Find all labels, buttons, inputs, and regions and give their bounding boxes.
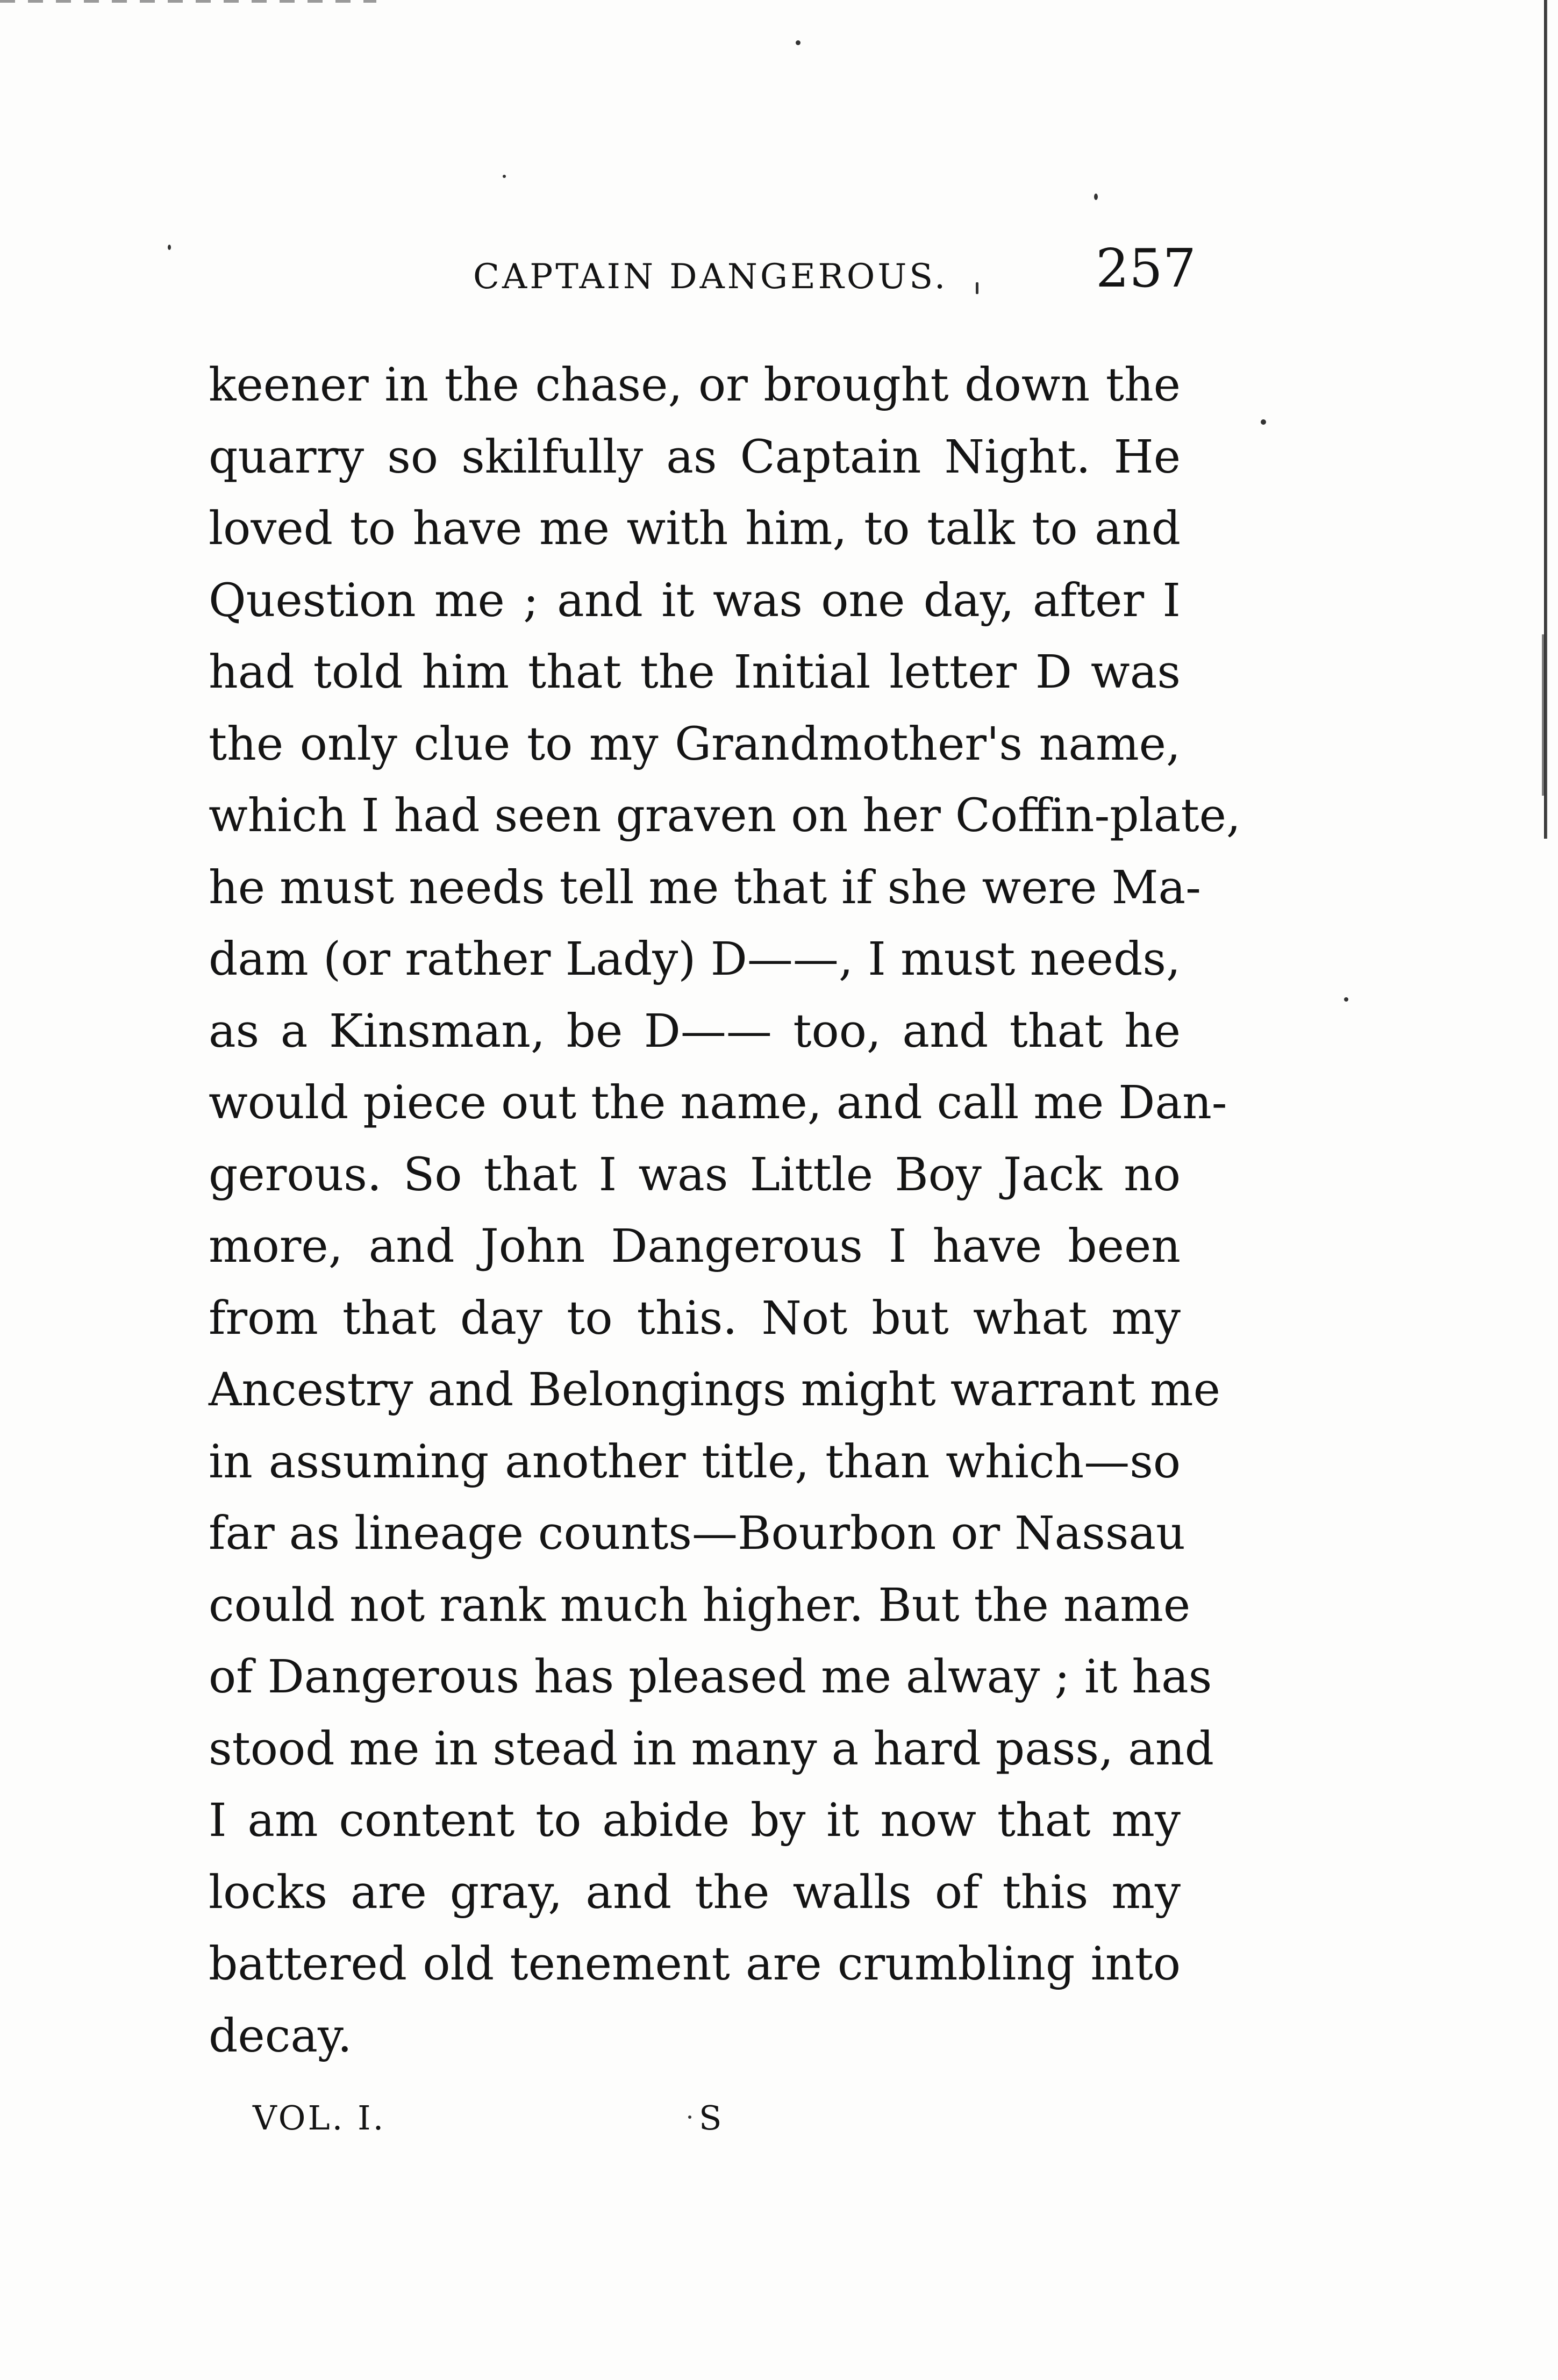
text-line: battered old tenement are crumbling into	[209, 1938, 1181, 1991]
text-line: would piece out the name, and call me Dan-	[209, 1076, 1227, 1130]
text-line: far as lineage counts—Bourbon or Nassau	[209, 1507, 1185, 1560]
text-line: loved to have me with him, to talk to and	[209, 502, 1181, 555]
text-line: Ancestry and Belongings might warrant me	[209, 1363, 1220, 1417]
scan-speck	[1344, 997, 1348, 1002]
scan-speck	[503, 175, 506, 178]
text-line: keener in the chase, or brought down the	[209, 359, 1181, 412]
text-line: dam (or rather Lady) D——, I must needs,	[209, 933, 1181, 986]
text-line: stood me in stead in many a hard pass, and	[209, 1722, 1214, 1776]
text-line: of Dangerous has pleased me alway ; it has	[209, 1650, 1212, 1704]
body-text	[209, 349, 1241, 2072]
text-line: which I had seen graven on her Coffin-plate,	[209, 789, 1241, 842]
text-line: more, and John Dangerous I have been	[209, 1220, 1181, 1273]
text-line: could not rank much higher. But the name	[209, 1578, 1191, 1632]
text-line: had told him that the Initial letter D was	[209, 646, 1181, 699]
text-line: in assuming another title, than which—so	[209, 1435, 1181, 1489]
text-line: I am content to abide by it now that my	[209, 1794, 1181, 1847]
scan-speck	[168, 245, 171, 250]
scan-speck	[688, 2115, 691, 2119]
text-line: Question me ; and it was one day, after I	[209, 574, 1181, 627]
scan-speck	[1094, 194, 1098, 200]
scan-edge-mark	[0, 0, 376, 3]
text-line: locks are gray, and the walls of this my	[209, 1866, 1181, 1919]
page-number: 257	[1095, 238, 1196, 299]
text-line: quarry so skilfully as Captain Night. He	[209, 430, 1181, 484]
text-line: the only clue to my Grandmother's name,	[209, 717, 1181, 771]
text-line: from that day to this. Not but what my	[209, 1291, 1181, 1345]
scan-speck	[1261, 419, 1266, 425]
page-edge-shadow	[1544, 0, 1547, 839]
signature-mark: S	[699, 2098, 722, 2138]
scan-speck	[796, 40, 801, 45]
page-edge-shadow-inner	[1542, 634, 1544, 796]
volume-marker: VOL. I.	[253, 2098, 386, 2138]
running-head-title: CAPTAIN DANGEROUS.	[473, 257, 948, 297]
text-line: as a Kinsman, be D—— too, and that he	[209, 1004, 1181, 1058]
text-line: he must needs tell me that if she were Ma-	[209, 861, 1201, 914]
text-line: gerous. So that I was Little Boy Jack no	[209, 1148, 1181, 1202]
text-line: decay.	[209, 2009, 352, 2063]
